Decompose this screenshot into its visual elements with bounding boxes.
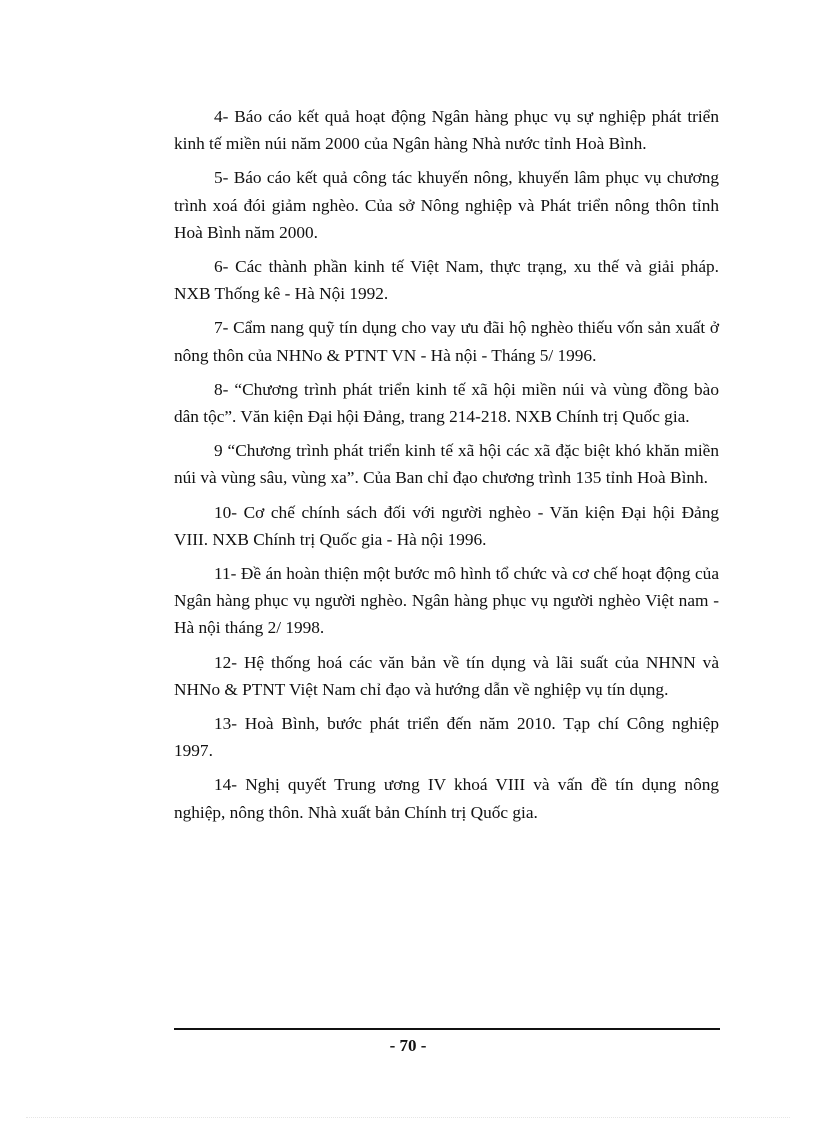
- reference-item: 4- Báo cáo kết quả hoạt động Ngân hàng phục vụ sự nghiệp phát triển kinh tế miền núi năm 2000 của Ngân hàng Nhà nước tỉnh Hoà Bình.: [174, 107, 719, 154]
- bottom-dotted-line: [26, 1117, 790, 1118]
- reference-item: 7- Cẩm nang quỹ tín dụng cho vay ưu đãi hộ nghèo thiếu vốn sản xuất ở nông thôn của NHNo & PTNT VN - Hà nội - Tháng 5/ 1996.: [174, 318, 719, 365]
- reference-item: 9 “Chương trình phát triển kinh tế xã hội các xã đặc biệt khó khăn miền núi và vùng sâu, vùng xa”. Của Ban chỉ đạo chương trình 135 tỉnh Hoà Bình.: [174, 441, 719, 488]
- reference-item: 12- Hệ thống hoá các văn bản về tín dụng và lãi suất của NHNN và NHNo & PTNT Việt Nam chỉ đạo và hướng dẫn về nghiệp vụ tín dụng.: [174, 652, 719, 699]
- reference-list: [174, 103, 719, 833]
- reference-item: 14- Nghị quyết Trung ương IV khoá VIII và vấn đề tín dụng nông nghiệp, nông thôn. Nhà xuất bản Chính trị Quốc gia.: [174, 775, 719, 822]
- reference-item: 11- Đề án hoàn thiện một bước mô hình tổ chức và cơ chế hoạt động của Ngân hàng phục vụ người nghèo. Ngân hàng phục vụ người nghèo Việt nam - Hà nội tháng 2/ 1998.: [174, 564, 719, 638]
- reference-item: 6- Các thành phần kinh tế Việt Nam, thực trạng, xu thế và giải pháp. NXB Thống kê - Hà Nội 1992.: [174, 257, 719, 304]
- reference-item: 13- Hoà Bình, bước phát triển đến năm 2010. Tạp chí Công nghiệp 1997.: [174, 714, 719, 761]
- reference-item: 10- Cơ chế chính sách đối với người nghèo - Văn kiện Đại hội Đảng VIII. NXB Chính trị Quốc gia - Hà nội 1996.: [174, 502, 719, 549]
- footer-divider: [174, 1028, 720, 1030]
- reference-item: 8- “Chương trình phát triển kinh tế xã hội miền núi và vùng đồng bào dân tộc”. Văn kiện Đại hội Đảng, trang 214-218. NXB Chính trị Quốc gia.: [174, 379, 719, 427]
- reference-item: 5- Báo cáo kết quả công tác khuyến nông, khuyến lâm phục vụ chương trình xoá đói giảm nghèo. Của sở Nông nghiệp và Phát triển nông thôn tỉnh Hoà Bình năm 2000.: [174, 168, 719, 242]
- page-number: - 70 -: [389, 1036, 427, 1055]
